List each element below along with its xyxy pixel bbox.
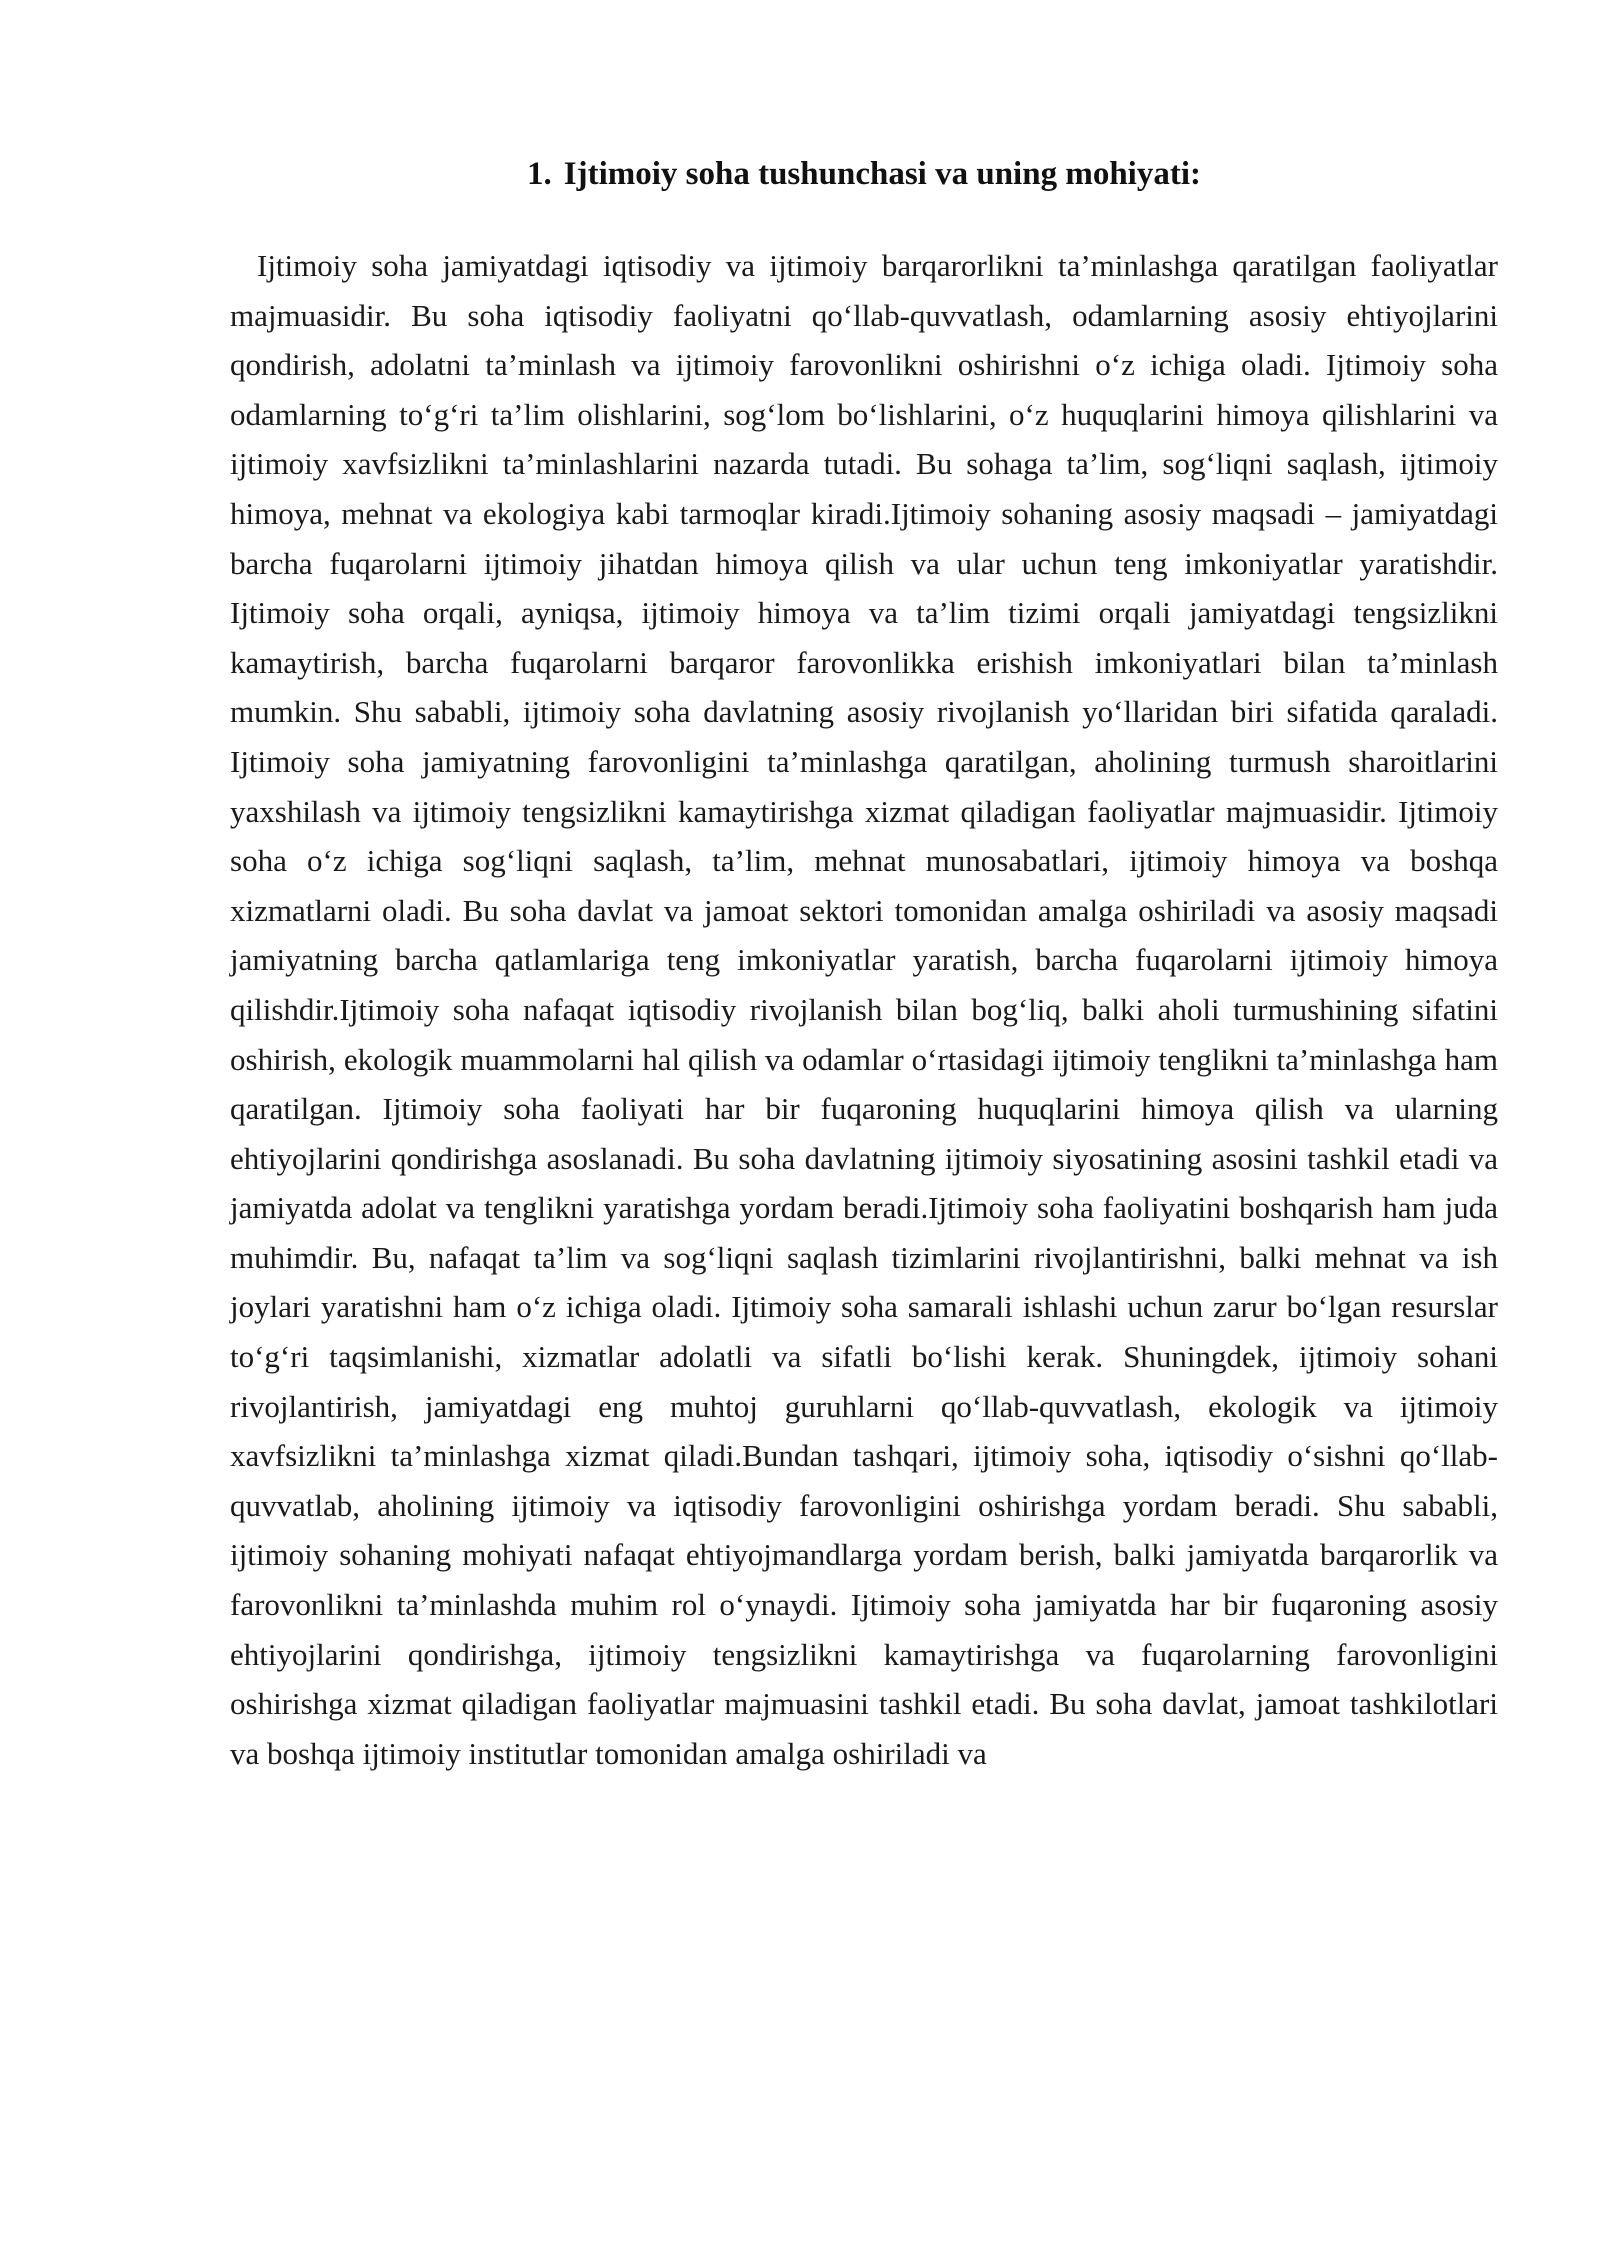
body-paragraph: Ijtimoiy soha jamiyatdagi iqtisodiy va ijtimoiy barqarorlikni ta’minlashga qaratilgan faoliyatlar majmuasidir. Bu soha iqtisodiy faoliyatni qo‘llab-quvvatlash, odamlarning asosiy ehtiyojlarini qondirish, adolatni ta’minlash va ijtimoiy farovonlikni oshirishni o‘z ichiga oladi. Ijtimoiy soha odamlarning to‘g‘ri ta’lim olishlarini, sog‘lom bo‘lishlarini, o‘z huquqlarini himoya qilishlarini va ijtimoiy xavfsizlikni ta’minlashlarini nazarda tutadi. Bu sohaga ta’lim, sog‘liqni saqlash, ijtimoiy himoya, mehnat va ekologiya kabi tarmoqlar kiradi.Ijtimoiy sohaning asosiy maqsadi – jamiyatdagi barcha fuqarolarni ijtimoiy jihatdan himoya qilish va ular uchun teng imkoniyatlar yaratishdir. Ijtimoiy soha orqali, ayniqsa, ijtimoiy himoya va ta’lim tizimi orqali jamiyatdagi tengsizlikni kamaytirish, barcha fuqarolarni barqaror farovonlikka erishish imkoniyatlari bilan ta’minlash mumkin. Shu sababli, ijtimoiy soha davlatning asosiy rivojlanish yo‘llaridan biri sifatida qaraladi. Ijtimoiy soha jamiyatning farovonligini ta’minlashga qaratilgan, aholining turmush sharoitlarini yaxshilash va ijtimoiy tengsizlikni kamaytirishga xizmat qiladigan faoliyatlar majmuasidir. Ijtimoiy soha o‘z ichiga sog‘liqni saqlash, ta’lim, mehnat munosabatlari, ijtimoiy himoya va boshqa xizmatlarni oladi. Bu soha davlat va jamoat sektori tomonidan amalga oshiriladi va asosiy maqsadi jamiyatning barcha qatlamlariga teng imkoniyatlar yaratish, barcha fuqarolarni ijtimoiy himoya qilishdir.Ijtimoiy soha nafaqat iqtisodiy rivojlanish bilan bog‘liq, balki aholi turmushining sifatini oshirish, ekologik muammolarni hal qilish va odamlar o‘rtasidagi ijtimoiy tenglikni ta’minlashga ham qaratilgan. Ijtimoiy soha faoliyati har bir fuqaroning huquqlarini himoya qilish va ularning ehtiyojlarini qondirishga asoslanadi. Bu soha davlatning ijtimoiy siyosatining asosini tashkil etadi va jamiyatda adolat va tenglikni yaratishga yordam beradi.Ijtimoiy soha faoliyatini boshqarish ham juda muhimdir. Bu, nafaqat ta’lim va sog‘liqni saqlash tizimlarini rivojlantirishni, balki mehnat va ish joylari yaratishni ham o‘z ichiga oladi. Ijtimoiy soha samarali ishlashi uchun zarur bo‘lgan resurslar to‘g‘ri taqsimlanishi, xizmatlar adolatli va sifatli bo‘lishi kerak. Shuningdek, ijtimoiy sohani rivojlantirish, jamiyatdagi eng muhtoj guruhlarni qo‘llab-quvvatlash, ekologik va ijtimoiy xavfsizlikni ta’minlashga xizmat qiladi.Bundan tashqari, ijtimoiy soha, iqtisodiy o‘sishni qo‘llab-quvvatlab, aholining ijtimoiy va iqtisodiy farovonligini oshirishga yordam beradi. Shu sababli, ijtimoiy sohaning mohiyati nafaqat ehtiyojmandlarga yordam berish, balki jamiyatda barqarorlik va farovonlikni ta’minlashda muhim rol o‘ynaydi. Ijtimoiy soha jamiyatda har bir fuqaroning asosiy ehtiyojlarini qondirishga, ijtimoiy tengsizlikni kamaytirishga va fuqarolarning farovonligini oshirishga xizmat qiladigan faoliyatlar majmuasini tashkil etadi. Bu soha davlat, jamoat tashkilotlari va boshqa ijtimoiy institutlar tomonidan amalga oshiriladi va	[230, 248, 1498, 1771]
section-heading	[230, 150, 1498, 198]
section-title: Ijtimoiy soha tushunchasi va uning mohiyati:	[563, 156, 1201, 192]
section-number: 1.	[527, 156, 552, 192]
